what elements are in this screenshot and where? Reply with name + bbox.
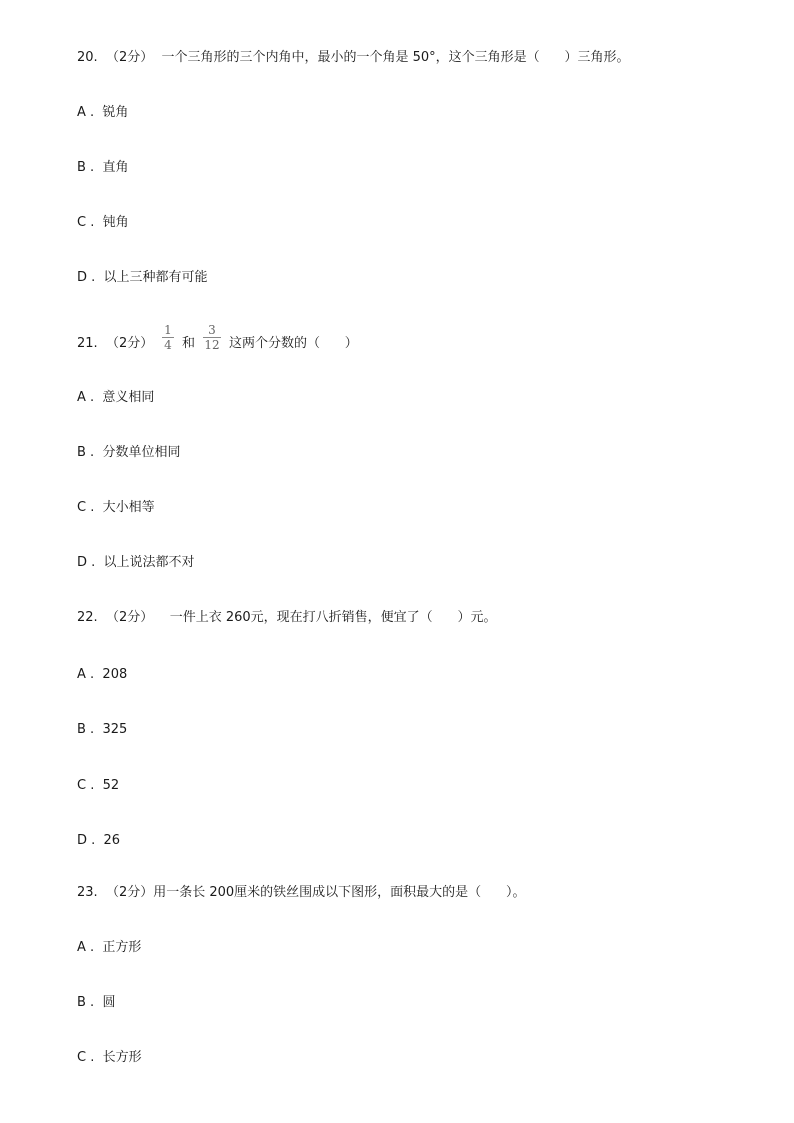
question-21-option-c: C . 大小相等 <box>77 500 155 515</box>
fraction-three-twelfths <box>203 324 221 351</box>
fraction-denominator: 12 <box>204 338 220 352</box>
question-23-option-a: A . 正方形 <box>77 940 142 955</box>
question-23-option-c: C . 长方形 <box>77 1050 142 1065</box>
question-21-option-d: D . 以上说法都不对 <box>77 555 195 570</box>
fraction-numerator: 1 <box>164 323 172 337</box>
question-21-tail: 这两个分数的（ ） <box>229 336 358 351</box>
fraction-one-quarter <box>162 324 174 351</box>
question-22-option-c: C . 52 <box>77 778 120 793</box>
question-22-option-a: A . 208 <box>77 667 128 682</box>
fraction-denominator: 4 <box>164 338 172 352</box>
fraction-numerator: 3 <box>208 323 216 337</box>
question-23-stem: 23. （2分）用一条长 200厘米的铁丝围成以下图形，面积最大的是（ ）。 <box>77 885 526 900</box>
question-21-option-a: A . 意义相同 <box>77 390 155 405</box>
question-22-option-b: B . 325 <box>77 722 128 737</box>
question-20-option-d: D . 以上三种都有可能 <box>77 270 208 285</box>
question-20-option-c: C . 钝角 <box>77 215 129 230</box>
question-22-stem: 22. （2分） 一件上衣 260元，现在打八折销售，便宜了（ ）元。 <box>77 610 497 625</box>
question-20-option-b: B . 直角 <box>77 160 129 175</box>
question-20-stem: 20. （2分） 一个三角形的三个内角中，最小的一个角是 50°，这个三角形是（ ）三角形。 <box>77 50 630 65</box>
question-20-option-a: A . 锐角 <box>77 105 129 120</box>
question-23-option-b: B . 圆 <box>77 995 116 1010</box>
question-21-connector: 和 <box>182 336 196 351</box>
question-22-option-d: D . 26 <box>77 833 121 848</box>
question-21-option-b: B . 分数单位相同 <box>77 445 181 460</box>
question-21-number: 21. （2分） <box>77 336 154 351</box>
